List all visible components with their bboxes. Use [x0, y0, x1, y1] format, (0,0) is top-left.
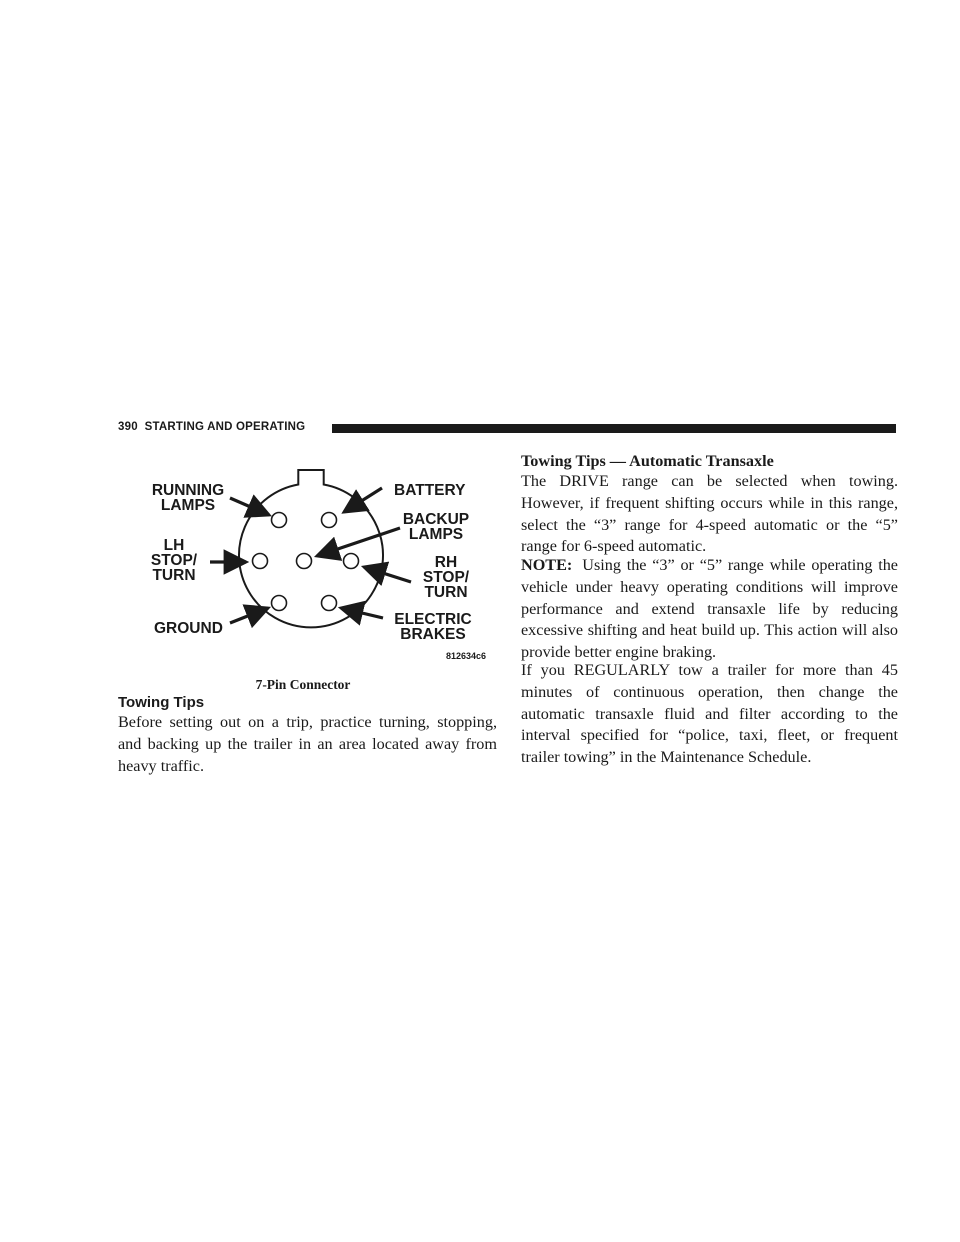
pin-electric-brakes — [322, 596, 337, 611]
connector-outline — [239, 470, 383, 627]
drive-range-paragraph: The DRIVE range can be selected when towing. However, if frequent shifting occurs while in this range, select the “3” range for 4-speed automatic or the “5” range for 6-speed automatic. — [521, 472, 898, 556]
label-ground: GROUND — [154, 620, 223, 637]
page-header — [118, 421, 305, 433]
label-running-lamps: RUNNING LAMPS — [151, 482, 225, 514]
pin-rh-stop-turn — [344, 554, 359, 569]
note-paragraph — [521, 555, 898, 664]
label-backup-lamps: BACKUP LAMPS — [402, 511, 470, 543]
towing-tips-heading: Towing Tips — [118, 694, 205, 711]
arrow-battery — [344, 488, 382, 512]
regular-tow-paragraph: If you REGULARLY tow a trailer for more than 45 minutes of continuous operation, then change the automatic transaxle fluid and filter according to the interval specified for “police, taxi, fleet, or frequent trailer towing” in the Maintenance Schedule. — [521, 661, 898, 767]
pin-battery — [322, 513, 337, 528]
transaxle-heading: Towing Tips — Automatic Transaxle — [521, 452, 774, 470]
label-rh-stop-turn: RH STOP/ TURN — [422, 554, 470, 601]
figure-caption: 7-Pin Connector — [255, 677, 351, 692]
pin-ground — [272, 596, 287, 611]
arrow-backup-lamps — [317, 528, 400, 556]
arrow-ground — [230, 608, 268, 623]
header-rule — [332, 424, 896, 433]
page-number: 390 — [118, 421, 138, 433]
label-battery: BATTERY — [394, 482, 466, 499]
pin-backup-lamps — [297, 554, 312, 569]
note-text: Using the “3” or “5” range while operating the vehicle under heavy operating conditions will improve performance and extend transaxle life by reducing excessive shifting and heat build up. This action will also provide better engine braking. — [521, 556, 898, 662]
figure-code: 812634c6 — [446, 651, 487, 661]
pin-lh-stop-turn — [253, 554, 268, 569]
pin-running-lamps — [272, 513, 287, 528]
label-lh-stop-turn: LH STOP/ TURN — [150, 537, 198, 584]
towing-tips-paragraph: Before setting out on a trip, practice turning, stopping, and backing up the trailer in an area located away from heavy traffic. — [118, 713, 497, 775]
note-label: NOTE: — [521, 556, 573, 574]
label-electric-brakes: ELECTRIC BRAKES — [394, 611, 472, 643]
connector-diagram — [118, 458, 488, 668]
arrow-rh-stop-turn — [364, 567, 411, 582]
section-title: STARTING AND OPERATING — [144, 421, 306, 433]
